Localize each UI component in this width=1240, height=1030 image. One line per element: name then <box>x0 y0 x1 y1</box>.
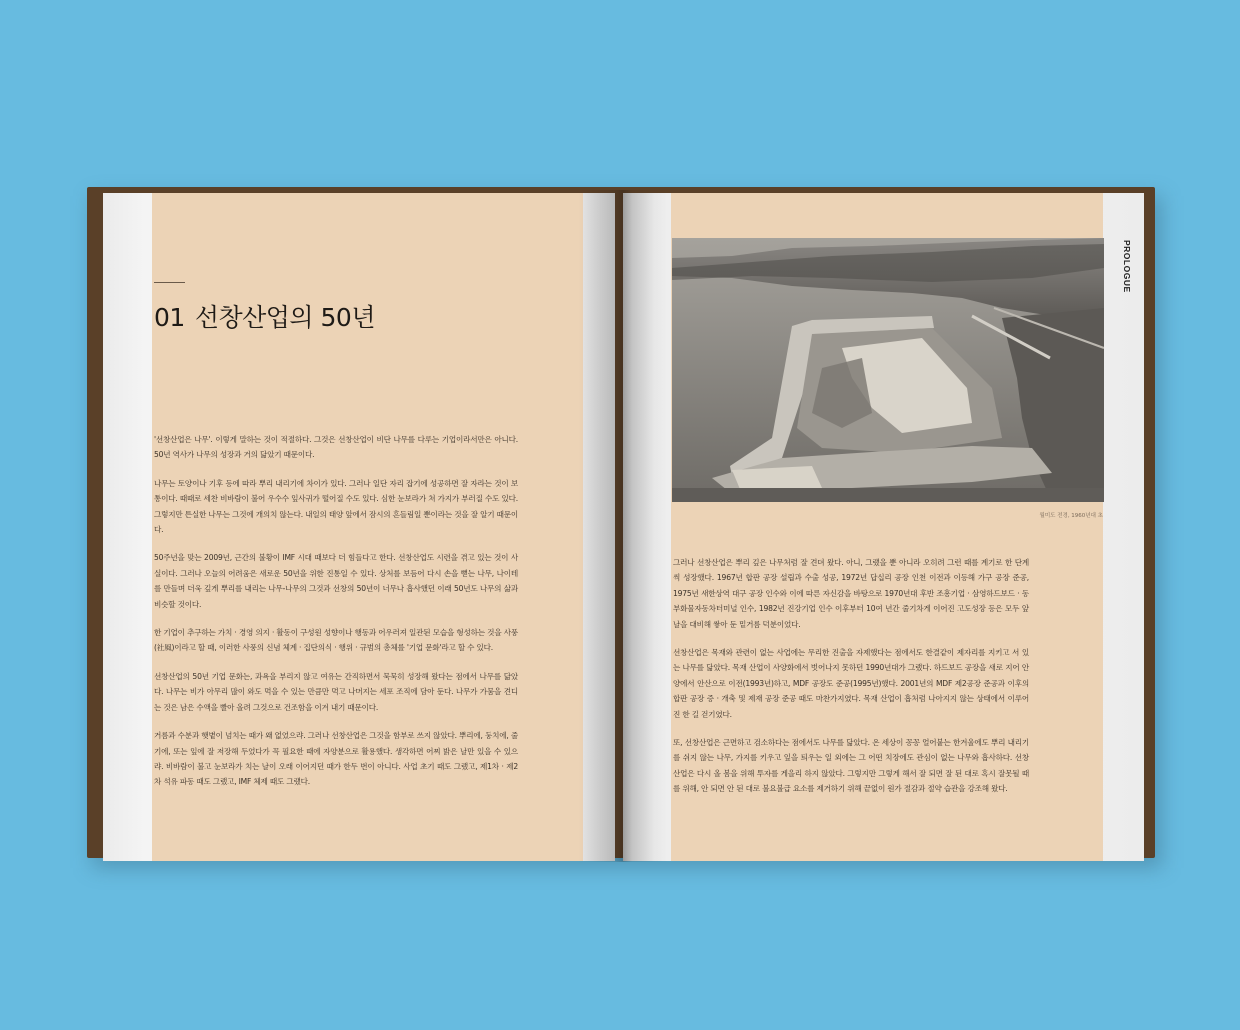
paragraph: 나무는 토양이나 기후 등에 따라 뿌리 내리기에 차이가 있다. 그러나 일단 자리 잡기에 성공하면 잘 자라는 것이 보통이다. 때때로 세찬 비바람이 불어 우수수 잎사귀가 떨어질 수도 있다. 심한 눈보라가 쳐 가지가 부러질 수도 있다. 그렇지만 튼실한 나무는 그것에 개의치 않는다. 내일의 태양 앞에서 잠시의 흔들림일 뿐이라는 것을 잘 알기 때문이다. <box>154 478 518 535</box>
title-rule <box>154 282 185 283</box>
photo-caption: 월미도 전경, 1960년대 초 <box>1039 513 1103 519</box>
paragraph: 50주년을 맞는 2009년, 근간의 불황이 IMF 시대 때보다 더 힘들다고 한다. 선창산업도 시련을 겪고 있는 것이 사실이다. 그러나 오늘의 어려움은 새로운 50년을 위한 진통일 수 있다. 상처를 보듬어 다시 손을 뻗는 나무, 나이테를 만들며 더욱 깊게 뿌리를 내리는 나무-나무의 그것과 선창의 50년이 너무나 흡사했던 이래 50년도 나무의 삶과 비슷할 것이다. <box>154 553 518 609</box>
chapter-title-text: 선창산업의 50년 <box>194 303 375 332</box>
chapter-number: 01 <box>154 303 185 332</box>
paragraph: 그러나 선창산업은 뿌리 깊은 나무처럼 잘 견뎌 왔다. 아니, 그랬을 뿐 아니라 오히려 그런 때를 계기로 한 단계씩 성장했다. 1967년 합판 공장 설립과 수출 성공, 1972년 답십리 공장 인천 이전과 이등해 가구 공장 준공, 1975년 새한상역 대구 공장 인수와 이에 따른 자신감을 바탕으로 1970년대 후반 조흥기업 · 삼영하드보드 · 동부화물자동차터미널 인수, 1982년 진강기업 인수 이후부터 10여 년간 줄기차게 이어진 고도성장 등은 모두 앞날을 대비해 쌓아 둔 밑거름 덕분이었다. <box>673 558 1029 629</box>
left-body-text <box>154 432 518 803</box>
section-side-label: PROLOGUE <box>1122 240 1132 293</box>
right-body-text <box>673 555 1029 810</box>
paragraph: '선창산업은 나무'. 이렇게 말하는 것이 적절하다. 그것은 선창산업이 비단 나무를 다루는 기업이라서만은 아니다. 50년 역사가 나무의 성장과 거의 닮았기 때문이다. <box>154 435 518 460</box>
harbor-aerial-image <box>672 238 1104 502</box>
harbor-aerial-photo <box>672 238 1104 502</box>
paragraph: 한 기업이 추구하는 가치 · 경영 의지 · 활동이 구성원 성향이나 행동과 어우러져 일관된 모습을 형성하는 것을 사풍(社風)이라고 할 때, 이러한 사풍의 신념 체계 · 집단의식 · 행위 · 규범의 총체를 '기업 문화'라고 할 수 있다. <box>154 628 518 653</box>
paragraph: 또, 선창산업은 근면하고 검소하다는 점에서도 나무를 닮았다. 온 세상이 꽁꽁 얼어붙는 한겨울에도 뿌리 내리기를 쉬지 않는 나무, 가지를 키우고 잎을 틔우는 일 외에는 그 어떤 치장에도 관심이 없는 나무와 흡사하다. 선창산업은 다시 올 봄을 위해 투자를 게을리 하지 않았다. 그렇지만 그렇게 해서 잘 되면 잘 된 대로 혹시 잘못될 때를 위해, 안 되면 안 된 대로 불요불급 요소를 제거하기 위해 끝없이 원가 절감과 절약 습관을 강조해 왔다. <box>673 738 1029 794</box>
paragraph: 선창산업은 목재와 관련이 없는 사업에는 무리한 진출을 자제했다는 점에서도 한결같이 제자리를 지키고 서 있는 나무를 닮았다. 목재 산업이 사양화에서 벗어나지 못하던 1990년대가 그랬다. 하드보드 공장을 새로 지어 안양에서 안산으로 이전(1993년)하고, MDF 공장도 준공(1995년)했다. 2001년의 MDF 제2공장 준공과 이후의 합판 공장 증 · 개축 및 제재 공장 준공 때도 마찬가지였다. 목재 산업이 흡처럼 나아지지 않는 상태에서 이루어진 한 길 걷기였다. <box>673 648 1029 719</box>
chapter-title <box>154 298 375 334</box>
paragraph: 거름과 수분과 햇볕이 넘치는 때가 왜 없었으랴. 그러나 선창산업은 그것을 함부로 쓰지 않았다. 뿌리에, 둥치에, 줄기에, 또는 잎에 잘 저장해 두었다가 꼭 필요한 때에 자양분으로 활용했다. 생각하면 어찌 밝은 날만 있을 수 있으랴. 비바람이 불고 눈보라가 치는 날이 오래 이어지던 때가 한두 번이 아니다. 사업 초기 때도 그랬고, 제1차 · 제2차 석유 파동 때도 그랬고, IMF 체제 때도 그랬다. <box>154 731 518 787</box>
paragraph: 선창산업의 50년 기업 문화는, 과욕을 부리지 않고 여유는 간직하면서 묵묵히 성장해 왔다는 점에서 나무를 닮았다. 나무는 비가 아무리 많이 와도 먹을 수 있는 만큼만 먹고 나머지는 세포 조직에 담아 둔다. 나무가 가뭄을 견디는 것은 남은 수액을 빨아 올려 그것으로 건조함을 이겨 내기 때문이다. <box>154 671 518 712</box>
